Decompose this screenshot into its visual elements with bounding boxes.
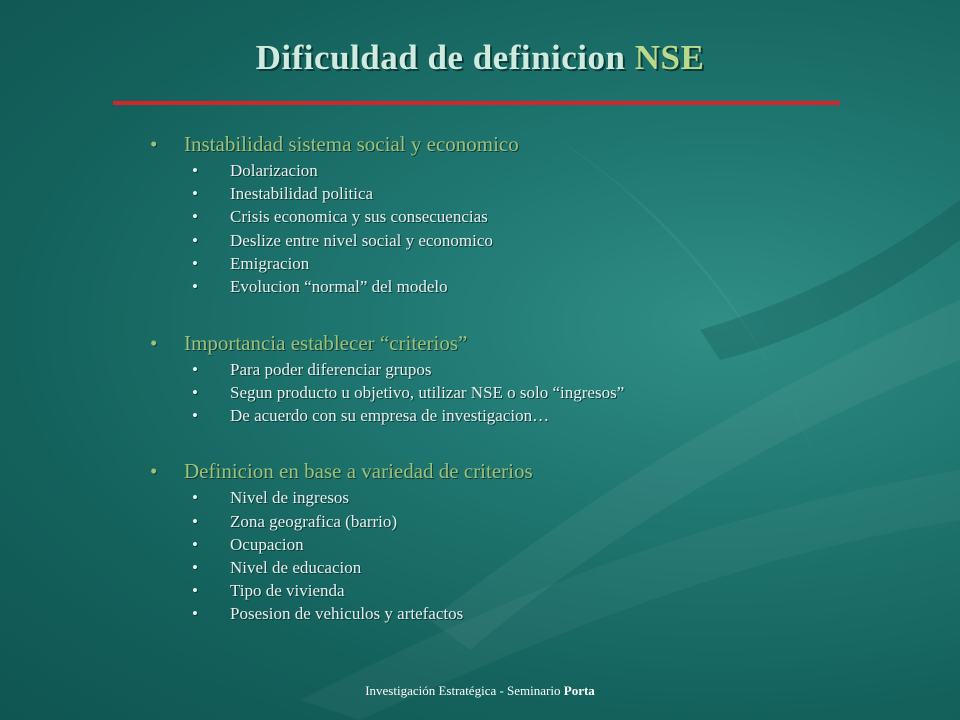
bullet-icon: • bbox=[192, 383, 198, 402]
bullet-icon: • bbox=[150, 331, 158, 355]
bullet-icon: • bbox=[192, 161, 198, 180]
list-item-text: Zona geografica (barrio) bbox=[230, 512, 398, 531]
bullet-icon: • bbox=[192, 558, 198, 577]
bullet-icon: • bbox=[192, 406, 198, 425]
list-item bbox=[192, 184, 373, 204]
bullet-icon: • bbox=[192, 360, 198, 379]
list-item-text: Posesion de vehiculos y artefactos bbox=[230, 604, 464, 623]
footer-bold-text: Porta bbox=[563, 683, 595, 698]
bullet-icon: • bbox=[150, 459, 158, 483]
list-item bbox=[192, 277, 448, 297]
bullet-icon: • bbox=[192, 535, 198, 554]
section-heading-text: Instabilidad sistema social y economico bbox=[184, 132, 519, 156]
section-heading bbox=[150, 459, 533, 484]
bullet-icon: • bbox=[192, 581, 198, 600]
bullet-icon: • bbox=[192, 277, 198, 296]
bullet-icon: • bbox=[192, 604, 198, 623]
bullet-icon: • bbox=[192, 184, 198, 203]
list-item bbox=[192, 512, 397, 532]
section-heading bbox=[150, 132, 519, 157]
list-item bbox=[192, 231, 493, 251]
list-item-text: De acuerdo con su empresa de investigacion… bbox=[230, 406, 550, 425]
list-item-text: Nivel de educacion bbox=[230, 558, 362, 577]
footer-text: Investigación Estratégica - Seminario bbox=[365, 683, 561, 698]
bullet-icon: • bbox=[192, 488, 198, 507]
list-item bbox=[192, 558, 361, 578]
list-item-text: Nivel de ingresos bbox=[230, 488, 349, 507]
section-heading-text: Importancia establecer “criterios” bbox=[184, 331, 468, 355]
bullet-icon: • bbox=[150, 132, 158, 156]
list-item bbox=[192, 488, 349, 508]
list-item-text: Deslize entre nivel social y economico bbox=[230, 231, 493, 250]
list-item-text: Ocupacion bbox=[230, 535, 304, 554]
section-heading bbox=[150, 331, 467, 356]
list-item bbox=[192, 604, 463, 624]
list-item-text: Tipo de vivienda bbox=[230, 581, 345, 600]
list-item-text: Crisis economica y sus consecuencias bbox=[230, 207, 488, 226]
bullet-icon: • bbox=[192, 254, 198, 273]
bullet-icon: • bbox=[192, 207, 198, 226]
bullet-icon: • bbox=[192, 512, 198, 531]
bullet-icon: • bbox=[192, 231, 198, 250]
list-item bbox=[192, 161, 318, 181]
list-item bbox=[192, 254, 309, 274]
list-item-text: Inestabilidad politica bbox=[230, 184, 374, 203]
list-item-text: Dolarizacion bbox=[230, 161, 318, 180]
section-heading-text: Definicion en base a variedad de criterios bbox=[184, 459, 533, 483]
slide-title-main: Dificuldad de definicion bbox=[255, 38, 626, 77]
list-item-text: Evolucion “normal” del modelo bbox=[230, 277, 448, 296]
list-item bbox=[192, 383, 624, 403]
list-item-text: Para poder diferenciar grupos bbox=[230, 360, 432, 379]
slide-title-accent: NSE bbox=[634, 38, 705, 77]
list-item bbox=[192, 406, 549, 426]
slide-footer bbox=[0, 683, 960, 699]
list-item bbox=[192, 207, 488, 227]
list-item-text: Emigracion bbox=[230, 254, 310, 273]
list-item bbox=[192, 360, 432, 380]
list-item-text: Segun producto u objetivo, utilizar NSE o solo “ingresos” bbox=[230, 383, 625, 402]
list-item bbox=[192, 535, 304, 555]
list-item bbox=[192, 581, 345, 601]
